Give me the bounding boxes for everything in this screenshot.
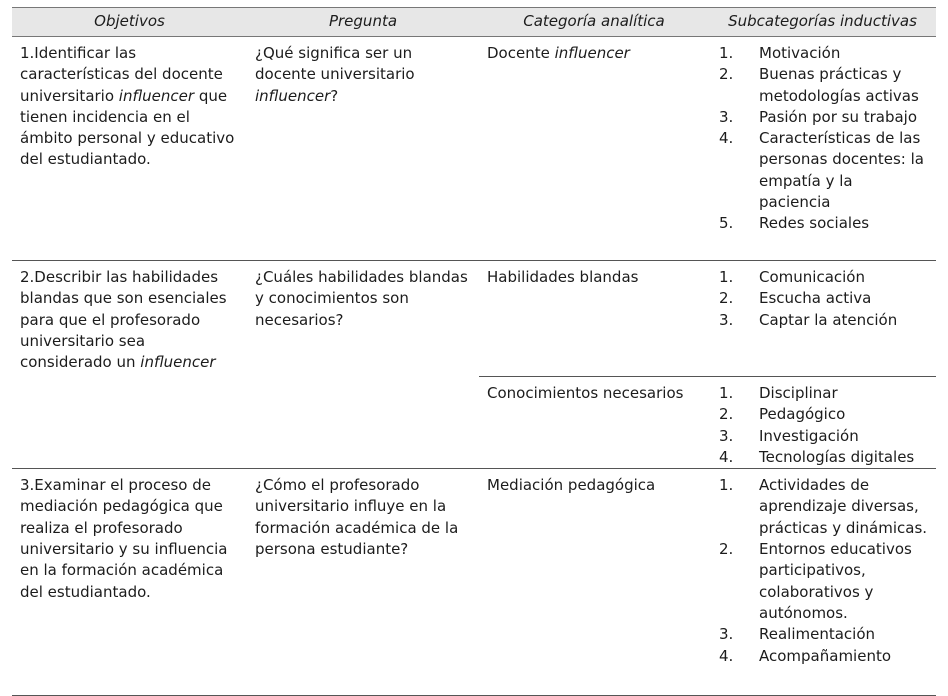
objetivo-cell: 1.Identificar las características del docente universitario influencer que tienen incidencia en el ámbito personal y educativo del estudiantado. — [12, 37, 247, 261]
list-item: 1. Comunicación — [719, 268, 865, 286]
subcategory-list — [717, 43, 928, 235]
categoria-cell: Conocimientos necesarios — [479, 377, 709, 469]
subcategory-list — [717, 383, 928, 468]
list-item: 4. Acompañamiento — [719, 646, 892, 665]
subcategorias-cell — [709, 37, 936, 261]
table-row — [12, 261, 936, 377]
subcategory-list — [717, 475, 928, 667]
subcategory-list — [717, 267, 928, 331]
objetivo-cell: 2.Describir las habilidades blandas que son esenciales para que el profesorado universitario sea considerado un influencer — [12, 261, 247, 469]
list-item: 4. Características de las personas docentes: la empatía y la paciencia — [719, 129, 924, 212]
list-item: 1. Disciplinar — [719, 384, 838, 402]
categoria-cell: Habilidades blandas — [479, 261, 709, 377]
list-item: 2. Entornos educativos participativos, colaborativos y autónomos. — [719, 540, 912, 622]
list-item: 3. Captar la atención — [719, 310, 898, 329]
list-item: 1. Motivación — [719, 44, 841, 62]
categoria-cell: Mediación pedagógica — [479, 469, 709, 696]
pregunta-cell: ¿Cuáles habilidades blandas y conocimientos son necesarios? — [247, 261, 479, 469]
subcategorias-cell — [709, 377, 936, 469]
list-item: 3. Investigación — [719, 426, 859, 445]
list-item: 5. Redes sociales — [719, 214, 870, 233]
categoria-cell: Docente influencer — [479, 37, 709, 261]
subcategorias-cell — [709, 261, 936, 377]
list-item: 1. Actividades de aprendizaje diversas, prácticas y dinámicas. — [719, 476, 928, 537]
header-objetivos: Objetivos — [12, 8, 247, 37]
list-item: 3. Pasión por su trabajo — [719, 107, 918, 126]
objetivo-cell: 3.Examinar el proceso de mediación pedagógica que realiza el profesorado universitario y su influencia en la formación académica del estudiantado. — [12, 469, 247, 696]
header-pregunta: Pregunta — [247, 8, 479, 37]
table-header-row — [12, 8, 936, 37]
list-item: 2. Escucha activa — [719, 289, 872, 308]
categories-table — [12, 7, 936, 696]
subcategorias-cell — [709, 469, 936, 696]
list-item: 2. Pedagógico — [719, 405, 846, 424]
list-item: 3. Realimentación — [719, 625, 876, 644]
table-row — [12, 37, 936, 261]
pregunta-cell: ¿Qué significa ser un docente universitario influencer? — [247, 37, 479, 261]
header-categoria: Categoría analítica — [479, 8, 709, 37]
table-row — [12, 469, 936, 696]
list-item: 4. Tecnologías digitales — [719, 447, 915, 466]
list-item: 2. Buenas prácticas y metodologías activas — [719, 65, 919, 105]
pregunta-cell: ¿Cómo el profesorado universitario influye en la formación académica de la persona estudiante? — [247, 469, 479, 696]
header-subcategorias: Subcategorías inductivas — [709, 8, 936, 37]
